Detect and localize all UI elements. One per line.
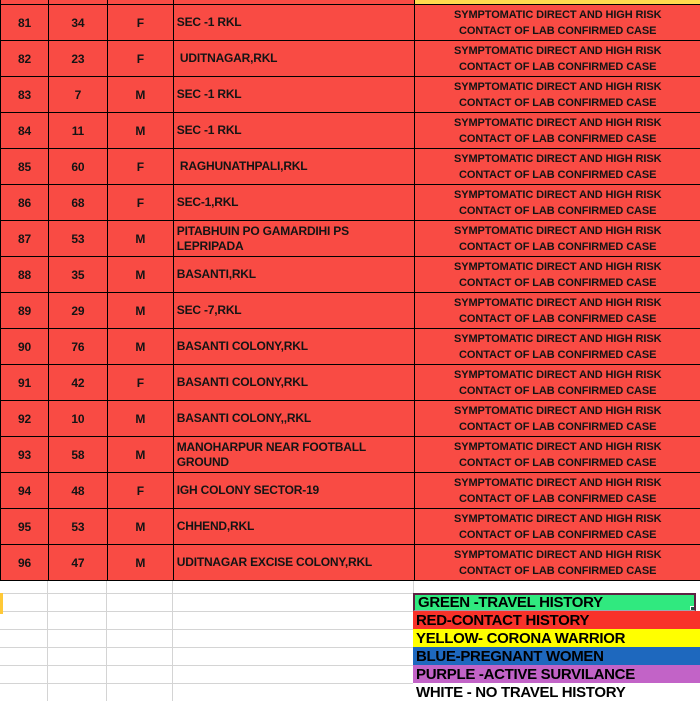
table-row — [0, 77, 700, 113]
empty-grid-area[interactable] — [0, 581, 700, 701]
remark-line-2: CONTACT OF LAB CONFIRMED CASE — [459, 276, 657, 289]
legend-label: RED-CONTACT HISTORY — [416, 611, 590, 629]
cell-age[interactable]: 53 — [49, 221, 108, 257]
table-row — [0, 437, 700, 473]
remark-line-2: CONTACT OF LAB CONFIRMED CASE — [459, 348, 657, 361]
table-row — [0, 41, 700, 77]
cell-age[interactable]: 42 — [49, 365, 108, 401]
color-legend — [413, 593, 700, 701]
legend-item[interactable] — [413, 647, 700, 665]
legend-label: WHITE - NO TRAVEL HISTORY — [416, 683, 626, 701]
table-row — [0, 545, 700, 581]
cell-sl-no[interactable]: 85 — [1, 149, 49, 185]
cell-address[interactable]: PITABHUIN PO GAMARDIHI PS LEPRIPADA — [174, 221, 416, 257]
cell-age[interactable]: 58 — [49, 437, 108, 473]
remark-line-2: CONTACT OF LAB CONFIRMED CASE — [459, 168, 657, 181]
remark-line-1: SYMPTOMATIC DIRECT AND HIGH RISK — [454, 368, 662, 381]
remark-line-2: CONTACT OF LAB CONFIRMED CASE — [459, 240, 657, 253]
remark-line-1: SYMPTOMATIC DIRECT AND HIGH RISK — [454, 44, 662, 57]
remark-line-1: SYMPTOMATIC DIRECT AND HIGH RISK — [454, 512, 662, 525]
cell-sl-no[interactable]: 92 — [1, 401, 49, 437]
cell-sex[interactable]: M — [108, 77, 174, 113]
cell-age[interactable]: 68 — [49, 185, 108, 221]
cell-sl-no[interactable]: 86 — [1, 185, 49, 221]
table-row — [0, 329, 700, 365]
remark-line-1: SYMPTOMATIC DIRECT AND HIGH RISK — [454, 296, 662, 309]
cell-address[interactable]: CHHEND,RKL — [174, 509, 416, 545]
cell-remark[interactable] — [415, 401, 700, 437]
gridline — [0, 683, 414, 684]
cell-remark[interactable] — [415, 329, 700, 365]
cell-age[interactable]: 48 — [49, 473, 108, 509]
remark-line-2: CONTACT OF LAB CONFIRMED CASE — [459, 384, 657, 397]
remark-line-1: SYMPTOMATIC DIRECT AND HIGH RISK — [454, 440, 662, 453]
cell-address[interactable]: SEC -1 RKL — [174, 5, 416, 41]
cell-remark[interactable] — [415, 149, 700, 185]
cell-remark[interactable] — [415, 257, 700, 293]
remark-line-1: SYMPTOMATIC DIRECT AND HIGH RISK — [454, 476, 662, 489]
cell-sex[interactable]: F — [108, 5, 174, 41]
cell-age[interactable]: 23 — [49, 41, 108, 77]
gridline — [0, 665, 414, 666]
legend-item[interactable] — [413, 665, 700, 683]
cell-address[interactable]: BASANTI COLONY,RKL — [174, 329, 416, 365]
legend-label: YELLOW- CORONA WARRIOR — [416, 629, 626, 647]
legend-label: BLUE-PREGNANT WOMEN — [416, 647, 604, 665]
cell-address[interactable]: RAGHUNATHPALI,RKL — [174, 149, 416, 185]
cell-age[interactable]: 10 — [49, 401, 108, 437]
remark-line-1: SYMPTOMATIC DIRECT AND HIGH RISK — [454, 80, 662, 93]
cell-address[interactable]: BASANTI,RKL — [174, 257, 416, 293]
table-row — [0, 185, 700, 221]
partial-yellow-cell[interactable] — [0, 593, 3, 614]
table-row — [0, 365, 700, 401]
cell-sex[interactable]: F — [108, 185, 174, 221]
cell-sex[interactable]: F — [108, 473, 174, 509]
table-row — [0, 221, 700, 257]
cell-age[interactable]: 35 — [49, 257, 108, 293]
remark-line-2: CONTACT OF LAB CONFIRMED CASE — [459, 96, 657, 109]
cell-remark[interactable] — [415, 545, 700, 581]
cell-remark[interactable] — [415, 41, 700, 77]
remark-line-2: CONTACT OF LAB CONFIRMED CASE — [459, 420, 657, 433]
cell-sl-no[interactable]: 91 — [1, 365, 49, 401]
cell-sex[interactable]: M — [108, 221, 174, 257]
remark-line-1: SYMPTOMATIC DIRECT AND HIGH RISK — [454, 260, 662, 273]
remark-line-2: CONTACT OF LAB CONFIRMED CASE — [459, 456, 657, 469]
cell-sl-no[interactable]: 93 — [1, 437, 49, 473]
remark-line-2: CONTACT OF LAB CONFIRMED CASE — [459, 132, 657, 145]
cell-age[interactable]: 47 — [49, 545, 108, 581]
table-row — [0, 149, 700, 185]
cell-remark[interactable] — [415, 77, 700, 113]
cell-remark[interactable] — [415, 365, 700, 401]
cell-age[interactable]: 76 — [49, 329, 108, 365]
legend-item[interactable] — [413, 629, 700, 647]
cell-address[interactable]: IGH COLONY SECTOR-19 — [174, 473, 416, 509]
gridline — [0, 647, 414, 648]
cell-age[interactable]: 11 — [49, 113, 108, 149]
cell-address[interactable]: UDITNAGAR,RKL — [174, 41, 416, 77]
cell-sl-no[interactable]: 87 — [1, 221, 49, 257]
cell-address[interactable]: SEC -1 RKL — [174, 113, 416, 149]
cell-address[interactable]: UDITNAGAR EXCISE COLONY,RKL — [174, 545, 416, 581]
remark-line-2: CONTACT OF LAB CONFIRMED CASE — [459, 204, 657, 217]
cell-sl-no[interactable]: 82 — [1, 41, 49, 77]
remark-line-2: CONTACT OF LAB CONFIRMED CASE — [459, 528, 657, 541]
cell-sl-no[interactable]: 81 — [1, 5, 49, 41]
cell-remark[interactable] — [415, 221, 700, 257]
legend-label: PURPLE -ACTIVE SURVILANCE — [416, 665, 635, 683]
remark-line-2: CONTACT OF LAB CONFIRMED CASE — [459, 312, 657, 325]
gridline — [0, 593, 414, 594]
cell-sl-no[interactable]: 89 — [1, 293, 49, 329]
cell-sex[interactable]: F — [108, 365, 174, 401]
remark-line-1: SYMPTOMATIC DIRECT AND HIGH RISK — [454, 152, 662, 165]
table-row — [0, 401, 700, 437]
cell-age[interactable]: 34 — [49, 5, 108, 41]
cell-sex[interactable]: M — [108, 401, 174, 437]
cell-sex[interactable]: M — [108, 113, 174, 149]
cell-age[interactable]: 53 — [49, 509, 108, 545]
cell-sex[interactable]: M — [108, 293, 174, 329]
cell-sex[interactable]: M — [108, 329, 174, 365]
cell-sl-no[interactable]: 88 — [1, 257, 49, 293]
cell-sl-no[interactable]: 83 — [1, 77, 49, 113]
legend-label: GREEN -TRAVEL HISTORY — [418, 594, 603, 611]
cell-remark[interactable] — [415, 509, 700, 545]
cell-sl-no[interactable]: 95 — [1, 509, 49, 545]
remark-line-1: SYMPTOMATIC DIRECT AND HIGH RISK — [454, 404, 662, 417]
legend-item[interactable] — [413, 683, 700, 701]
remark-line-1: SYMPTOMATIC DIRECT AND HIGH RISK — [454, 188, 662, 201]
cell-remark[interactable] — [415, 473, 700, 509]
cell-address[interactable]: SEC -1 RKL — [174, 77, 416, 113]
cell-sl-no[interactable]: 90 — [1, 329, 49, 365]
cell-sex[interactable]: M — [108, 437, 174, 473]
cell-address[interactable]: BASANTI COLONY,RKL — [174, 365, 416, 401]
table-row — [0, 113, 700, 149]
remark-line-2: CONTACT OF LAB CONFIRMED CASE — [459, 60, 657, 73]
cell-address[interactable]: SEC -7,RKL — [174, 293, 416, 329]
remark-line-2: CONTACT OF LAB CONFIRMED CASE — [459, 492, 657, 505]
table-row — [0, 257, 700, 293]
table-row — [0, 473, 700, 509]
cell-remark[interactable] — [415, 113, 700, 149]
remark-line-1: SYMPTOMATIC DIRECT AND HIGH RISK — [454, 116, 662, 129]
cell-sex[interactable]: F — [108, 41, 174, 77]
cell-sex[interactable]: M — [108, 257, 174, 293]
cell-address[interactable]: MANOHARPUR NEAR FOOTBALL GROUND — [174, 437, 416, 473]
cell-sex[interactable]: M — [108, 545, 174, 581]
cell-age[interactable]: 29 — [49, 293, 108, 329]
table-row — [0, 293, 700, 329]
legend-item[interactable] — [413, 593, 696, 611]
cell-sl-no[interactable]: 84 — [1, 113, 49, 149]
gridline — [0, 629, 414, 630]
gridline — [0, 611, 414, 612]
cell-remark[interactable] — [415, 185, 700, 221]
remark-line-1: SYMPTOMATIC DIRECT AND HIGH RISK — [454, 332, 662, 345]
cell-sl-no[interactable]: 96 — [1, 545, 49, 581]
table-row — [0, 5, 700, 41]
cell-age[interactable]: 60 — [49, 149, 108, 185]
cell-remark[interactable] — [415, 293, 700, 329]
cell-age[interactable]: 7 — [49, 77, 108, 113]
cell-sl-no[interactable]: 94 — [1, 473, 49, 509]
cell-address[interactable]: BASANTI COLONY,,RKL — [174, 401, 416, 437]
remark-line-2: CONTACT OF LAB CONFIRMED CASE — [459, 24, 657, 37]
remark-line-1: SYMPTOMATIC DIRECT AND HIGH RISK — [454, 224, 662, 237]
remark-line-1: SYMPTOMATIC DIRECT AND HIGH RISK — [454, 8, 662, 21]
cell-sex[interactable]: M — [108, 509, 174, 545]
table-row — [0, 509, 700, 545]
cell-address[interactable]: SEC-1,RKL — [174, 185, 416, 221]
legend-item[interactable] — [413, 611, 700, 629]
cell-remark[interactable] — [415, 5, 700, 41]
remark-line-2: CONTACT OF LAB CONFIRMED CASE — [459, 564, 657, 577]
remark-line-1: SYMPTOMATIC DIRECT AND HIGH RISK — [454, 548, 662, 561]
cell-sex[interactable]: F — [108, 149, 174, 185]
cell-remark[interactable] — [415, 437, 700, 473]
